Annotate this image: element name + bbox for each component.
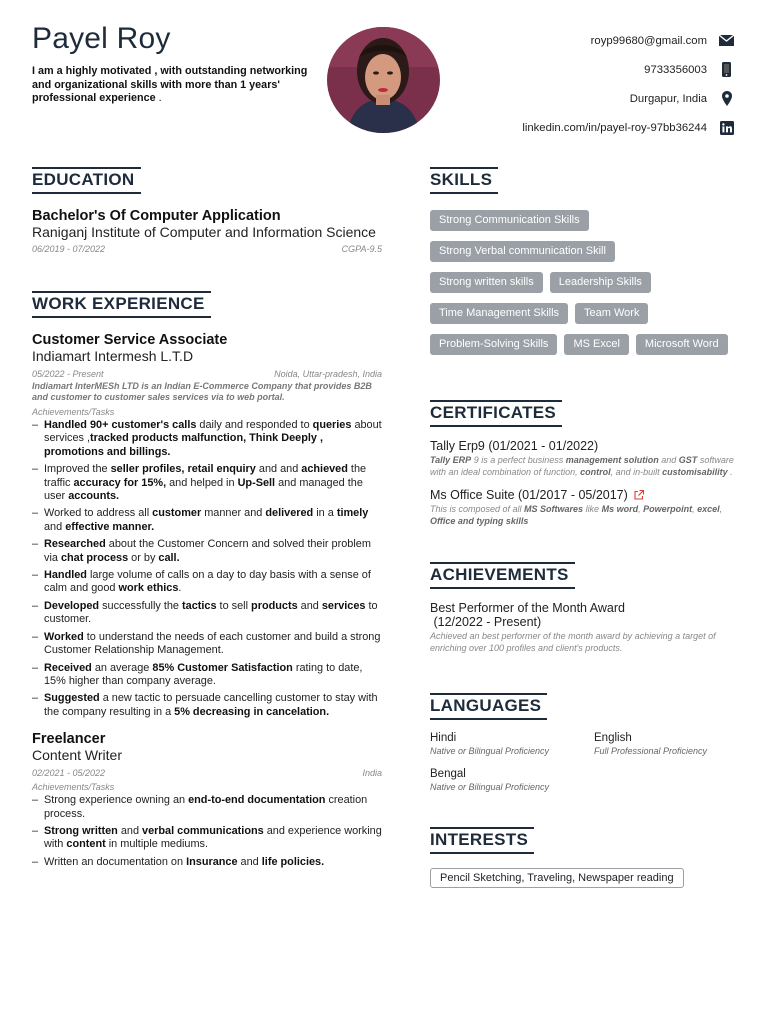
education-dates: 06/2019 - 07/2022: [32, 244, 106, 254]
interests-tag: Pencil Sketching, Traveling, Newspaper reading: [430, 868, 684, 888]
education-degree: Bachelor's Of Computer Application: [32, 208, 281, 224]
language-name: Bengal: [430, 768, 466, 780]
phone-icon: [719, 62, 734, 77]
section-title-certificates: CERTIFICATES: [430, 403, 562, 427]
job-description: Indiamart InterMESh LTD is an Indian E-Commerce Company that provides B2B and customer to customer sales services via to web portal.: [32, 381, 372, 402]
language-level: Full Professional Proficiency: [594, 746, 708, 756]
job-dates: 05/2022 - Present: [32, 369, 104, 379]
job-entry: [32, 731, 382, 869]
location-text: Durgapur, India: [629, 92, 707, 105]
certificate-title-row[interactable]: [430, 488, 735, 502]
list-item: – Strong written and verbal communications and experience working with content in multiple mediums.: [32, 825, 382, 852]
left-column: [32, 170, 382, 873]
summary-text: [32, 65, 317, 106]
certificate-entry: [430, 488, 735, 527]
list-item: – Received an average 85% Customer Satisfaction rating to date, 15% higher than company average.: [32, 662, 382, 689]
contact-location-row: [522, 84, 734, 113]
linkedin-text[interactable]: linkedin.com/in/payel-roy-97bb36244: [522, 121, 707, 134]
skill-tag: Time Management Skills: [430, 303, 568, 324]
education-meta: [32, 244, 382, 254]
education-grade: CGPA-9.5: [341, 244, 382, 254]
job-title: Freelancer: [32, 731, 106, 748]
list-item: – Handled large volume of calls on a day to day basis with a sense of calm and good work ethics.: [32, 569, 382, 596]
external-link-icon[interactable]: [634, 490, 644, 500]
award-title: [430, 601, 735, 629]
job-meta: [32, 369, 382, 379]
education-school: Raniganj Institute of Computer and Information Science: [32, 224, 376, 240]
linkedin-icon: [719, 120, 734, 135]
list-item: – Researched about the Customer Concern and solved their problem via chat process or by call.: [32, 538, 382, 565]
section-title-work: WORK EXPERIENCE: [32, 294, 211, 318]
job-company: Content Writer: [32, 747, 122, 764]
profile-photo: [327, 27, 440, 133]
list-item: – Worked to address all customer manner and delivered in a timely and effective manner.: [32, 507, 382, 534]
skill-tag: MS Excel: [564, 334, 628, 355]
section-title-interests: INTERESTS: [430, 830, 534, 854]
list-item: – Worked to understand the needs of each customer and build a strong Customer Relationship Management.: [32, 631, 382, 658]
certificate-entry: [430, 439, 735, 478]
contact-block: [522, 26, 734, 142]
skill-tag: Leadership Skills: [550, 272, 651, 293]
award-name: Best Performer of the Month Award: [430, 601, 626, 615]
section-title-education: EDUCATION: [32, 170, 141, 194]
language-name: Hindi: [430, 732, 457, 744]
skill-tag: Strong Verbal communication Skill: [430, 241, 615, 262]
email-text[interactable]: royp99680@gmail.com: [590, 34, 707, 47]
summary-body: I am a highly motivated , with outstanding networking and organizational skills with more than 1 years' professional experience: [32, 65, 308, 104]
language-name: English: [594, 732, 632, 744]
job-company: Indiamart Intermesh L.T.D: [32, 348, 194, 364]
award-description: Achieved an best performer of the month award by achieving a target of enriching over 100 profiles and client's products.: [430, 631, 716, 653]
job-entry: [32, 332, 382, 719]
certificate-description: This is composed of all MS Softwares like Ms word, Powerpoint, excel, Office and typing skills: [430, 504, 723, 526]
contact-email-row[interactable]: [522, 26, 734, 55]
certificate-description: Tally ERP 9 is a perfect business management solution and GST software with an ideal combination of function, control, and in-built customisability .: [430, 455, 734, 477]
skill-tag: Team Work: [575, 303, 648, 324]
job-location: India: [362, 768, 382, 779]
section-title-achievements: ACHIEVEMENTS: [430, 565, 575, 589]
contact-linkedin-row[interactable]: [522, 113, 734, 142]
candidate-name: Payel Roy: [32, 22, 171, 55]
location-pin-icon: [719, 91, 734, 106]
job-meta: [32, 768, 382, 778]
contact-phone-row[interactable]: [522, 55, 734, 84]
language-item: [430, 768, 594, 792]
skill-tag: Microsoft Word: [636, 334, 728, 355]
achievements-label: Achievements/Tasks: [32, 782, 115, 793]
skills-list: [430, 210, 730, 355]
job-location: Noida, Uttar-pradesh, India: [274, 369, 382, 379]
list-item: – Handled 90+ customer's calls daily and responded to queries about services ,tracked products malfunction, Think Deeply , promotions and billings.: [32, 419, 382, 459]
achievements-label: Achievements/Tasks: [32, 407, 115, 417]
right-column: [430, 170, 735, 888]
job-bullets: [32, 794, 382, 869]
skill-tag: Problem-Solving Skills: [430, 334, 557, 355]
language-level: Native or Bilingual Proficiency: [430, 746, 550, 756]
certificate-title: Tally Erp9 (01/2021 - 01/2022): [430, 439, 599, 453]
mail-icon: [719, 33, 734, 48]
language-level: Native or Bilingual Proficiency: [430, 782, 550, 792]
language-item: [430, 732, 594, 756]
list-item: – Written an documentation on Insurance and life policies.: [32, 856, 382, 869]
language-item: [594, 732, 734, 756]
list-item: – Developed successfully the tactics to sell products and services to customer.: [32, 600, 382, 627]
section-title-languages: LANGUAGES: [430, 696, 547, 720]
skill-tag: Strong written skills: [430, 272, 543, 293]
languages-list: [430, 732, 735, 792]
list-item: – Strong experience owning an end-to-end documentation creation process.: [32, 794, 382, 821]
job-bullets: [32, 419, 382, 719]
skill-tag: Strong Communication Skills: [430, 210, 589, 231]
phone-text[interactable]: 9733356003: [644, 63, 707, 76]
job-dates: 02/2021 - 05/2022: [32, 768, 106, 779]
section-title-skills: SKILLS: [430, 170, 498, 194]
list-item: – Improved the seller profiles, retail enquiry and and achieved the traffic accuracy for 15%, and helped in Up-Sell and managed the user accounts.: [32, 463, 382, 503]
award-dates: (12/2022 - Present): [430, 615, 542, 629]
job-title: Customer Service Associate: [32, 332, 228, 348]
certificate-title[interactable]: Ms Office Suite (01/2017 - 05/2017): [430, 488, 628, 502]
list-item: – Suggested a new tactic to persuade cancelling customer to stay with the company resulting in a 5% decreasing in cancelation.: [32, 692, 382, 719]
summary-end: .: [155, 92, 162, 104]
